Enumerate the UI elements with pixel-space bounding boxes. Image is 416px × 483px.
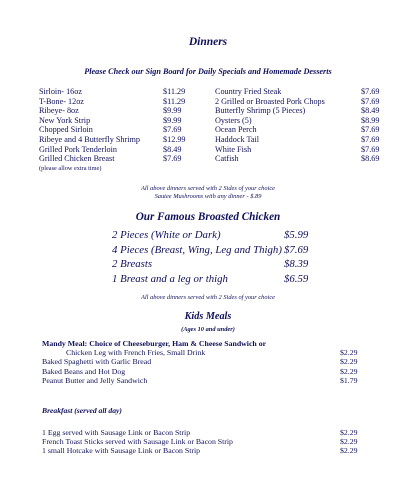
list-item: [215, 87, 385, 97]
item-price: $9.99: [163, 115, 182, 125]
item-name: Grilled Chicken Breast: [39, 154, 115, 164]
item-name: 1 Egg served with Sausage Link or Bacon Strip: [42, 428, 191, 437]
item-price: $7.69: [361, 144, 380, 154]
item-price: $2.29: [340, 366, 358, 376]
list-item: [39, 145, 215, 155]
extra-time-note: (please allow extra time): [39, 164, 102, 172]
list-item: [215, 125, 385, 135]
list-item: [39, 154, 215, 164]
list-item: [215, 135, 385, 145]
item-price: $7.69: [361, 96, 380, 106]
item-name: Mandy Meal: Choice of Cheeseburger, Ham & Cheese Sandwich or: [42, 339, 267, 348]
item-price: $9.99: [163, 106, 182, 116]
item-price: $7.69: [163, 154, 182, 164]
item-name: 2 Grilled or Broasted Pork Chops: [215, 96, 325, 106]
item-name: Baked Beans and Hot Dog: [42, 366, 126, 376]
item-name: French Toast Sticks served with Sausage Link or Bacon Strip: [42, 437, 233, 447]
list-item: [215, 116, 385, 126]
item-price: $1.79: [340, 375, 358, 385]
item-price: $2.29: [340, 428, 358, 437]
item-name: T-Bone- 12oz: [39, 96, 84, 106]
item-name: 1 small Hotcake with Sausage Link or Bacon Strip: [42, 446, 201, 456]
item-name: Peanut Butter and Jelly Sandwich: [42, 375, 148, 385]
item-name: Catfish: [215, 154, 239, 164]
list-item: [39, 135, 215, 145]
item-price: $8.69: [361, 154, 380, 164]
item-name: Chopped Sirloin: [39, 125, 93, 135]
item-name: White Fish: [215, 144, 252, 154]
item-name: Grilled Pork Tenderloin: [39, 144, 117, 154]
item-name: New York Strip: [39, 115, 91, 125]
item-price: $12.99: [163, 134, 186, 144]
list-item: [39, 106, 215, 116]
item-price: $7.69: [361, 125, 380, 135]
item-price: $5.99: [284, 229, 309, 241]
list-item: [39, 116, 215, 126]
broasted-title: Our Famous Broasted Chicken: [135, 211, 281, 223]
item-name: Country Fried Steak: [215, 87, 282, 96]
mushroom-note: Sautee Mushrooms with any dinner - $.89: [154, 193, 262, 200]
item-name: 2 Breasts: [112, 258, 153, 271]
item-price: $2.29: [340, 437, 358, 447]
item-price: $2.29: [340, 446, 358, 456]
list-item: [215, 154, 385, 164]
item-price: $8.49: [361, 106, 380, 116]
item-price: $8.49: [163, 144, 182, 154]
item-name: Baked Spaghetti with Garlic Bread: [42, 357, 152, 367]
item-price: $8.99: [361, 115, 380, 125]
item-name: Ribeye and 4 Butterfly Shrimp: [39, 134, 140, 144]
dinners-left-column: [39, 87, 215, 173]
dinners-right-column: [215, 87, 385, 164]
item-price: $2.29: [340, 348, 358, 358]
item-price: $6.59: [284, 272, 309, 285]
kids-subtitle: (Ages 10 and under): [181, 326, 235, 333]
item-name: Chicken Leg with French Fries, Small Drink: [66, 348, 206, 358]
item-price: $7.69: [361, 134, 380, 144]
list-item: [39, 87, 215, 97]
page-subtitle: Please Check our Sign Board for Daily Specials and Homemade Desserts: [84, 67, 332, 76]
broasted-sides-note: All above dinners served with 2 Sides of your choice: [141, 294, 275, 301]
item-name: Haddock Tail: [215, 134, 260, 144]
list-item: [39, 97, 215, 107]
dinners-sides-note: All above dinners served with 2 Sides of your choice: [141, 185, 275, 192]
item-name: Ribeye- 8oz: [39, 106, 79, 116]
breakfast-title: Breakfast (served all day): [42, 406, 122, 415]
item-name: Oysters (5): [215, 115, 252, 125]
list-item: [39, 125, 215, 135]
item-price: $8.39: [284, 258, 309, 271]
item-price: $2.29: [340, 357, 358, 367]
item-price: $7.69: [284, 243, 309, 256]
list-item: [215, 106, 385, 116]
list-item: [215, 145, 385, 155]
item-price: $11.29: [163, 87, 186, 96]
item-name: 1 Breast and a leg or thigh: [112, 272, 228, 285]
item-name: 2 Pieces (White or Dark): [112, 229, 221, 241]
item-name: Sirloin- 16oz: [39, 87, 82, 96]
item-price: $11.29: [163, 96, 186, 106]
kids-title: Kids Meals: [184, 311, 232, 322]
item-name: Butterfly Shrimp (5 Pieces): [215, 106, 306, 116]
page-title: Dinners: [188, 36, 228, 48]
item-price: $7.69: [163, 125, 182, 135]
item-name: Ocean Perch: [215, 125, 257, 135]
list-item: [215, 97, 385, 107]
item-price: $7.69: [361, 87, 380, 96]
item-name: 4 Pieces (Breast, Wing, Leg and Thigh): [112, 243, 282, 256]
